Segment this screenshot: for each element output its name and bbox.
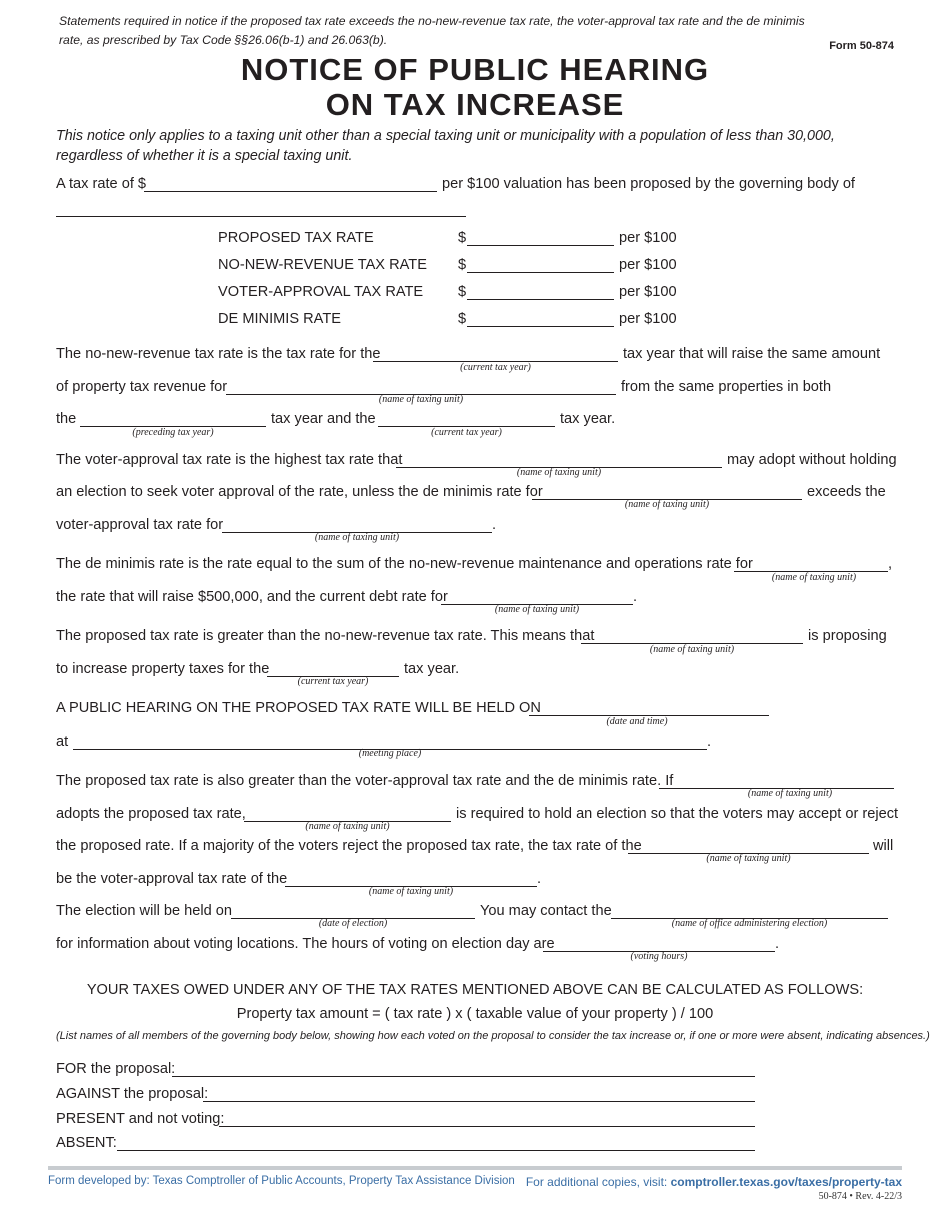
caption-current-tax-year-2: (current tax year) (431, 427, 502, 438)
el-text-2a: adopts the proposed tax rate, (56, 806, 246, 822)
form-number: Form 50-874 (829, 40, 894, 52)
dm-text-2b: . (633, 589, 638, 605)
el-unit-field[interactable] (659, 773, 894, 789)
voting-hours-field[interactable] (543, 936, 775, 952)
va-unit-field-2[interactable] (532, 484, 802, 500)
va-text-1b: may adopt without holding (727, 452, 897, 468)
rate-dollar-proposed: $ (458, 230, 467, 246)
el-text-6b: . (775, 936, 780, 952)
rate-dollar-nnr: $ (458, 257, 467, 273)
rate-unit-nnr: per $100 (619, 257, 677, 273)
va-text-1a: The voter-approval tax rate is the highest tax rate that (56, 452, 403, 468)
election-date-field[interactable] (231, 903, 475, 919)
el-text-2b: is required to hold an election so that the voters may accept or reject (456, 806, 899, 822)
nnr-unit-field[interactable] (226, 379, 616, 395)
vote-present-label: PRESENT and not voting: (56, 1111, 225, 1127)
nnr-preceding-year-field[interactable] (80, 411, 266, 427)
caption-current-tax-year: (current tax year) (460, 362, 531, 373)
va-unit-field-3[interactable] (222, 517, 492, 533)
caption-voting-hours: (voting hours) (630, 951, 688, 962)
va-text-2b: exceeds the (807, 484, 886, 500)
page-title-line2: ON TAX INCREASE (325, 87, 625, 122)
rate-dollar-dm: $ (458, 311, 467, 327)
el-text-6a: for information about voting locations. The hours of voting on election day are (56, 936, 555, 952)
rate-label-va: VOTER-APPROVAL TAX RATE (218, 284, 424, 300)
caption-taxing-unit-8: (name of taxing unit) (747, 788, 833, 799)
caption-taxing-unit-5: (name of taxing unit) (771, 572, 857, 583)
hearing-text-1: A PUBLIC HEARING ON THE PROPOSED TAX RATE WILL BE HELD ON (56, 700, 541, 716)
caption-preceding-tax-year: (preceding tax year) (132, 427, 214, 438)
vote-against-label: AGAINST the proposal: (56, 1086, 209, 1102)
vote-present-field[interactable] (219, 1111, 755, 1127)
pr-text-2b: tax year. (404, 661, 460, 677)
applicability-note: This notice only applies to a taxing unit other than a special taxing unit or municipality with a population of less than 30,000, regardless of whether it is a special taxing unit. (56, 128, 835, 164)
el-text-3b: will (873, 838, 894, 854)
vote-absent-label: ABSENT: (56, 1135, 117, 1151)
va-text-2a: an election to seek voter approval of the rate, unless the de minimis rate for (56, 484, 543, 500)
el-unit-field-3[interactable] (628, 838, 869, 854)
caption-taxing-unit-3: (name of taxing unit) (624, 499, 710, 510)
calc-heading: YOUR TAXES OWED UNDER ANY OF THE TAX RATES MENTIONED ABOVE CAN BE CALCULATED AS FOLLOWS: (86, 982, 864, 998)
footer-copies (526, 1175, 902, 1189)
governing-body-field[interactable] (56, 201, 466, 217)
caption-taxing-unit: (name of taxing unit) (378, 394, 464, 405)
el-text-5a: The election will be held on (56, 903, 233, 919)
el-text-5b: You may contact the (480, 903, 612, 919)
rate-dollar-va: $ (458, 284, 467, 300)
caption-current-tax-year-3: (current tax year) (297, 676, 369, 687)
nnr-text-1b: tax year that will raise the same amount (623, 346, 881, 362)
nnr-rate-field[interactable] (467, 257, 614, 273)
el-unit-field-2[interactable] (244, 806, 451, 822)
footer-revision: 50-874 • Rev. 4-22/3 (818, 1191, 902, 1202)
pr-text-1b: is proposing (808, 628, 887, 644)
vote-against-field[interactable] (203, 1086, 755, 1102)
footer-copies-prefix: For additional copies, visit: (525, 1175, 671, 1189)
dm-text-1a: The de minimis rate is the rate equal to the sum of the no-new-revenue maintenance and operations rate for (56, 556, 753, 572)
dm-unit-field[interactable] (734, 556, 888, 572)
rate-unit-dm: per $100 (619, 311, 677, 327)
el-text-4a: be the voter-approval tax rate of the (56, 871, 288, 887)
nnr-text-3a: the (56, 411, 77, 427)
dm-rate-field[interactable] (467, 311, 614, 327)
caption-office: (name of office administering election) (671, 918, 828, 929)
calc-formula: Property tax amount = ( tax rate ) x ( taxable value of your property ) / 100 (236, 1006, 714, 1022)
footer-copies-link[interactable]: comptroller.texas.gov/taxes/property-tax (670, 1175, 902, 1189)
tax-rate-field[interactable] (144, 176, 437, 192)
pr-text-1a: The proposed tax rate is greater than the no-new-revenue tax rate. This means that (56, 628, 595, 644)
footer-developed-by: Form developed by: Texas Comptroller of Public Accounts, Property Tax Assistance Division (48, 1175, 515, 1187)
el-text-1: The proposed tax rate is also greater than the voter-approval tax rate and the de minimis rate. If (56, 773, 674, 789)
dm-text-1b: , (888, 556, 893, 572)
nnr-text-3c: tax year. (560, 411, 616, 427)
header-statement: Statements required in notice if the proposed tax rate exceeds the no-new-revenue tax rate, the voter-approval tax rate and the de minimis rate, as prescribed by Tax Code §§26.06(b-1) and 26.063(b). (59, 14, 805, 47)
va-text-3b: . (492, 517, 497, 533)
va-unit-field[interactable] (396, 452, 722, 468)
election-office-field[interactable] (611, 903, 888, 919)
caption-date-of-election: (date of election) (318, 918, 388, 929)
nnr-text-1a: The no-new-revenue tax rate is the tax rate for the (56, 346, 381, 362)
nnr-text-2a: of property tax revenue for (56, 379, 228, 395)
intro-prefix: A tax rate of $ (56, 176, 147, 192)
rate-unit-va: per $100 (619, 284, 677, 300)
caption-taxing-unit-7: (name of taxing unit) (649, 644, 735, 655)
hearing-text-2a: at (56, 734, 69, 750)
va-text-3a: voter-approval tax rate for (56, 517, 224, 533)
pr-text-2a: to increase property taxes for the (56, 661, 270, 677)
rate-label-dm: DE MINIMIS RATE (218, 311, 341, 327)
pr-unit-field[interactable] (581, 628, 803, 644)
el-unit-field-4[interactable] (285, 871, 537, 887)
rate-label-nnr: NO-NEW-REVENUE TAX RATE (218, 257, 427, 273)
va-rate-field[interactable] (467, 284, 614, 300)
caption-meeting-place: (meeting place) (358, 748, 422, 759)
caption-date-and-time: (date and time) (606, 716, 668, 727)
caption-taxing-unit-9: (name of taxing unit) (305, 821, 390, 832)
caption-taxing-unit-6: (name of taxing unit) (494, 604, 580, 615)
proposed-rate-field[interactable] (467, 230, 614, 246)
caption-taxing-unit-4: (name of taxing unit) (314, 532, 400, 543)
rate-unit-proposed: per $100 (619, 230, 677, 246)
nnr-current-year-field[interactable] (373, 346, 618, 362)
intro-suffix: per $100 valuation has been proposed by the governing body of (442, 176, 855, 192)
rate-label-proposed: PROPOSED TAX RATE (218, 230, 374, 246)
el-text-3a: the proposed rate. If a majority of the voters reject the proposed tax rate, the tax rate of the (56, 838, 642, 854)
page-title-line1: NOTICE OF PUBLIC HEARING (240, 52, 710, 87)
hearing-date-field[interactable] (529, 700, 769, 716)
nnr-current-year-field-2[interactable] (378, 411, 555, 427)
nnr-text-2b: from the same properties in both (621, 379, 832, 395)
footer-rule (48, 1166, 902, 1170)
hearing-text-2b: . (707, 734, 712, 750)
pr-current-year-field[interactable] (267, 661, 399, 677)
caption-taxing-unit-11: (name of taxing unit) (368, 886, 454, 897)
dm-text-2a: the rate that will raise $500,000, and the current debt rate for (56, 589, 448, 605)
calc-instruction: (List names of all members of the governing body below, showing how each voted on the proposal to consider the tax increase or, if one or more were absent, indicating absences.) (56, 1030, 930, 1042)
caption-taxing-unit-10: (name of taxing unit) (706, 853, 791, 864)
el-text-4b: . (537, 871, 542, 887)
nnr-text-3b: tax year and the (271, 411, 376, 427)
vote-for-label: FOR the proposal: (56, 1061, 176, 1077)
caption-taxing-unit-2: (name of taxing unit) (516, 467, 602, 478)
dm-unit-field-2[interactable] (441, 589, 633, 605)
vote-absent-field[interactable] (117, 1135, 755, 1151)
vote-for-field[interactable] (172, 1061, 755, 1077)
